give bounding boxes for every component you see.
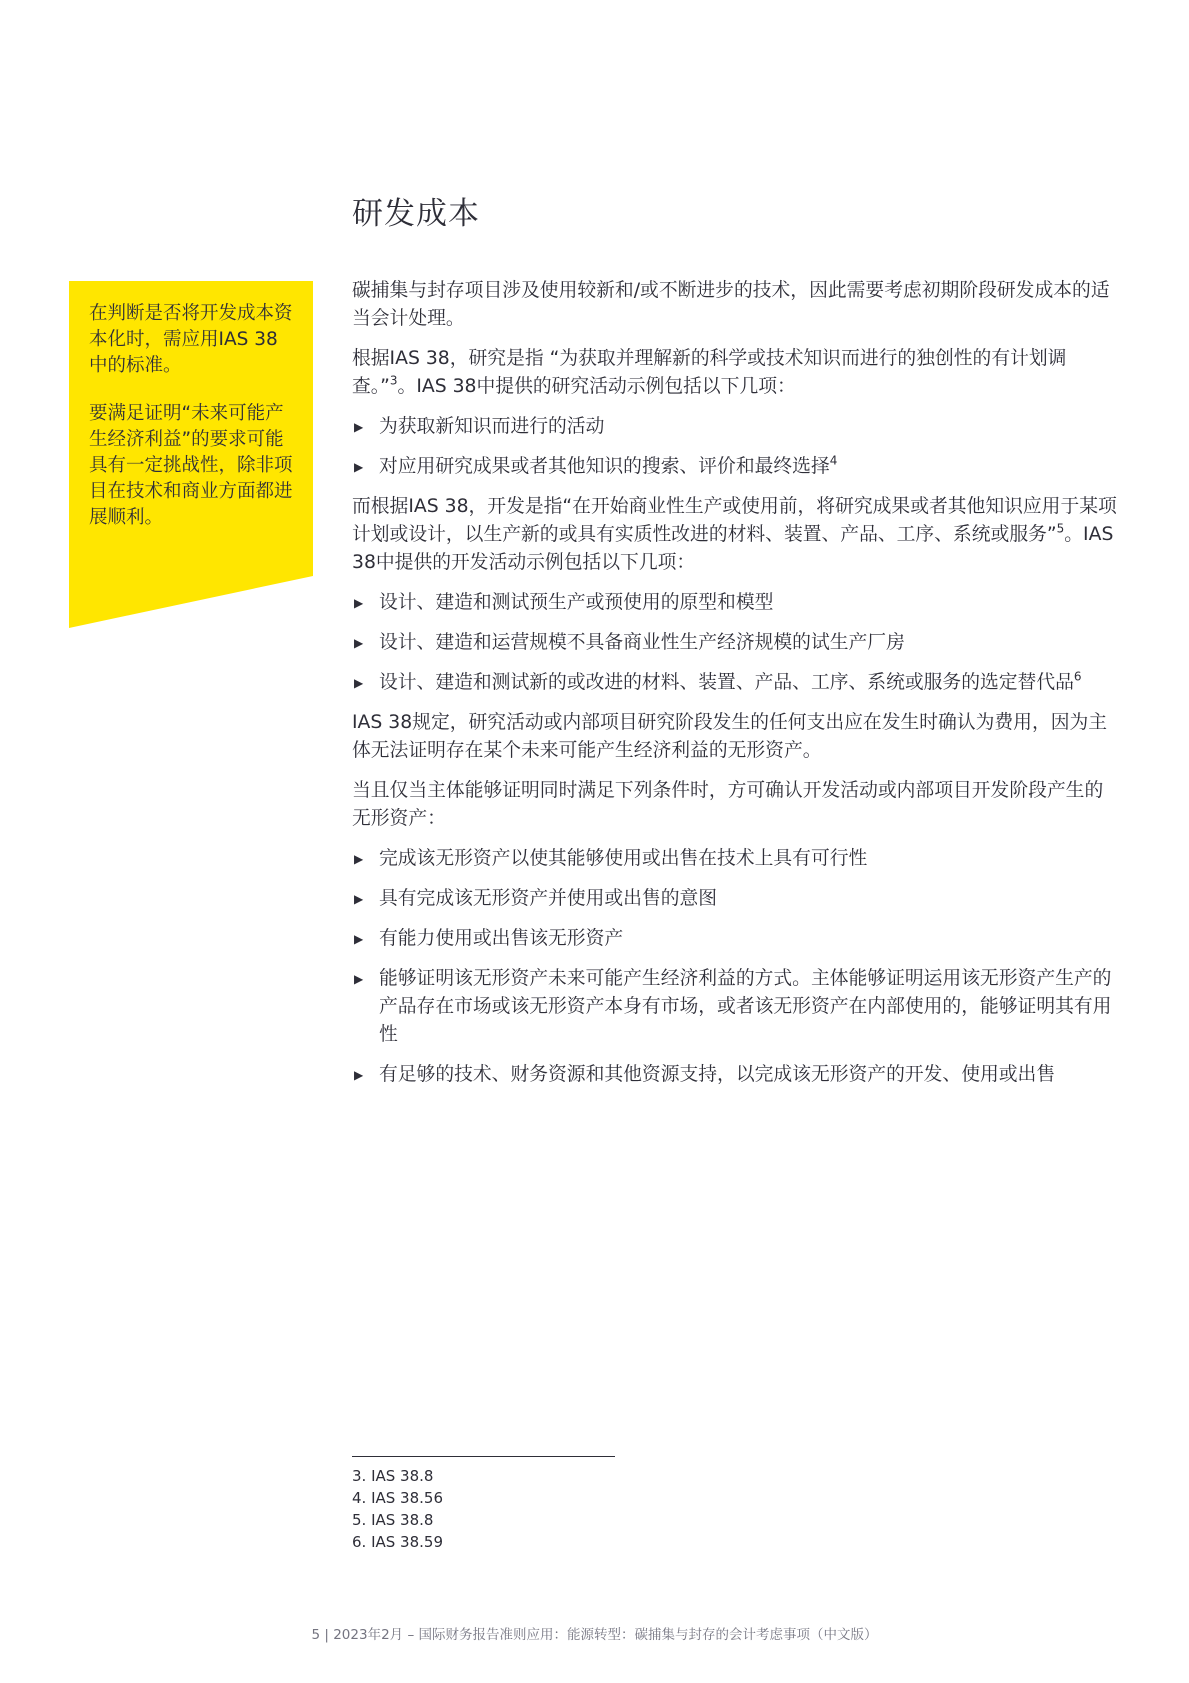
footnote-divider [352,1456,615,1457]
body-paragraph: 碳捕集与封存项目涉及使用较新和/或不断进步的技术，因此需要考虑初期阶段研发成本的适当会计处理。 [352,280,1110,329]
footnote-ref: 6 [1073,669,1082,684]
triangle-bullet-icon: ▶ [354,1068,364,1082]
triangle-bullet-icon: ▶ [354,972,364,986]
list-item-text: 为获取新知识而进行的活动 [379,416,605,437]
list-item-text: 对应用研究成果或者其他知识的搜索、评价和最终选择 [379,456,830,477]
list-item-text: 设计、建造和测试新的或改进的材料、装置、产品、工序、系统或服务的选定替代品 [379,672,1074,693]
triangle-bullet-icon: ▶ [354,636,364,650]
list-item [352,453,1117,481]
triangle-bullet-icon: ▶ [354,852,364,866]
body-paragraph: IAS 38规定，研究活动或内部项目研究阶段发生的任何支出应在发生时确认为费用，因为主体无法证明存在某个未来可能产生经济利益的无形资产。 [352,712,1108,761]
paragraph-text: 。IAS 38中提供的研究活动示例包括以下几项： [397,376,796,397]
footnote-ref: 4 [829,453,838,468]
footnote: 3. IAS 38.8 [352,1467,434,1485]
footnote: 4. IAS 38.56 [352,1489,443,1507]
list-item [352,669,1117,697]
page-title: 研发成本 [352,196,480,232]
list-item [352,925,1117,953]
triangle-bullet-icon: ▶ [354,932,364,946]
list-item [352,589,1117,617]
triangle-bullet-icon: ▶ [354,596,364,610]
triangle-bullet-icon: ▶ [354,460,364,474]
sidebar-paragraph: 在判断是否将开发成本资本化时，需应用IAS 38中的标准。 [89,303,293,376]
sidebar-paragraph: 要满足证明“未来可能产生经济利益”的要求可能具有一定挑战性，除非项目在技术和商业方面都进展顺利。 [89,403,293,528]
triangle-bullet-icon: ▶ [354,420,364,434]
development-activities-list [352,589,1117,697]
research-activities-list [352,413,1117,481]
body-paragraph [352,345,1117,401]
list-item-text: 设计、建造和运营规模不具备商业性生产经济规模的试生产厂房 [379,632,905,653]
list-item [352,885,1117,913]
recognition-criteria-list [352,845,1117,1089]
body-paragraph [352,493,1117,577]
list-item-text: 有能力使用或出售该无形资产 [379,928,624,949]
footnotes [352,1465,443,1553]
main-body [352,277,1117,1101]
sidebar-callout [89,301,294,553]
list-item-text: 具有完成该无形资产并使用或出售的意图 [379,888,718,909]
list-item-text: 能够证明该无形资产未来可能产生经济利益的方式。主体能够证明运用该无形资产生产的产品存在市场或该无形资产本身有市场，或者该无形资产在内部使用的，能够证明其有用性 [379,968,1112,1045]
body-paragraph: 当且仅当主体能够证明同时满足下列条件时，方可确认开发活动或内部项目开发阶段产生的无形资产： [352,780,1104,829]
footnote-ref: 3 [389,373,398,388]
list-item [352,1061,1117,1089]
triangle-bullet-icon: ▶ [354,676,364,690]
list-item-text: 设计、建造和测试预生产或预使用的原型和模型 [379,592,774,613]
list-item-text: 完成该无形资产以使其能够使用或出售在技术上具有可行性 [379,848,868,869]
list-item [352,845,1117,873]
page-footer: 5 | 2023年2月 – 国际财务报告准则应用：能源转型：碳捕集与封存的会计考虑事项（中文版） [311,1627,878,1643]
list-item [352,629,1117,657]
paragraph-text: 。IAS 38中提供的开发活动示例包括以下几项： [352,524,1114,573]
list-item [352,965,1117,1049]
paragraph-text: 根据IAS 38，研究是指 “为获取并理解新的科学或技术知识而进行的独创性的有计划调查。” [352,348,1067,397]
triangle-bullet-icon: ▶ [354,892,364,906]
paragraph-text: 而根据IAS 38，开发是指“在开始商业性生产或使用前，将研究成果或者其他知识应用于某项计划或设计，以生产新的或具有实质性改进的材料、装置、产品、工序、系统或服务” [352,496,1117,545]
footnote: 6. IAS 38.59 [352,1533,443,1551]
footnote: 5. IAS 38.8 [352,1511,434,1529]
list-item-text: 有足够的技术、财务资源和其他资源支持，以完成该无形资产的开发、使用或出售 [379,1064,1056,1085]
footnote-ref: 5 [1056,521,1065,536]
list-item [352,413,1117,441]
